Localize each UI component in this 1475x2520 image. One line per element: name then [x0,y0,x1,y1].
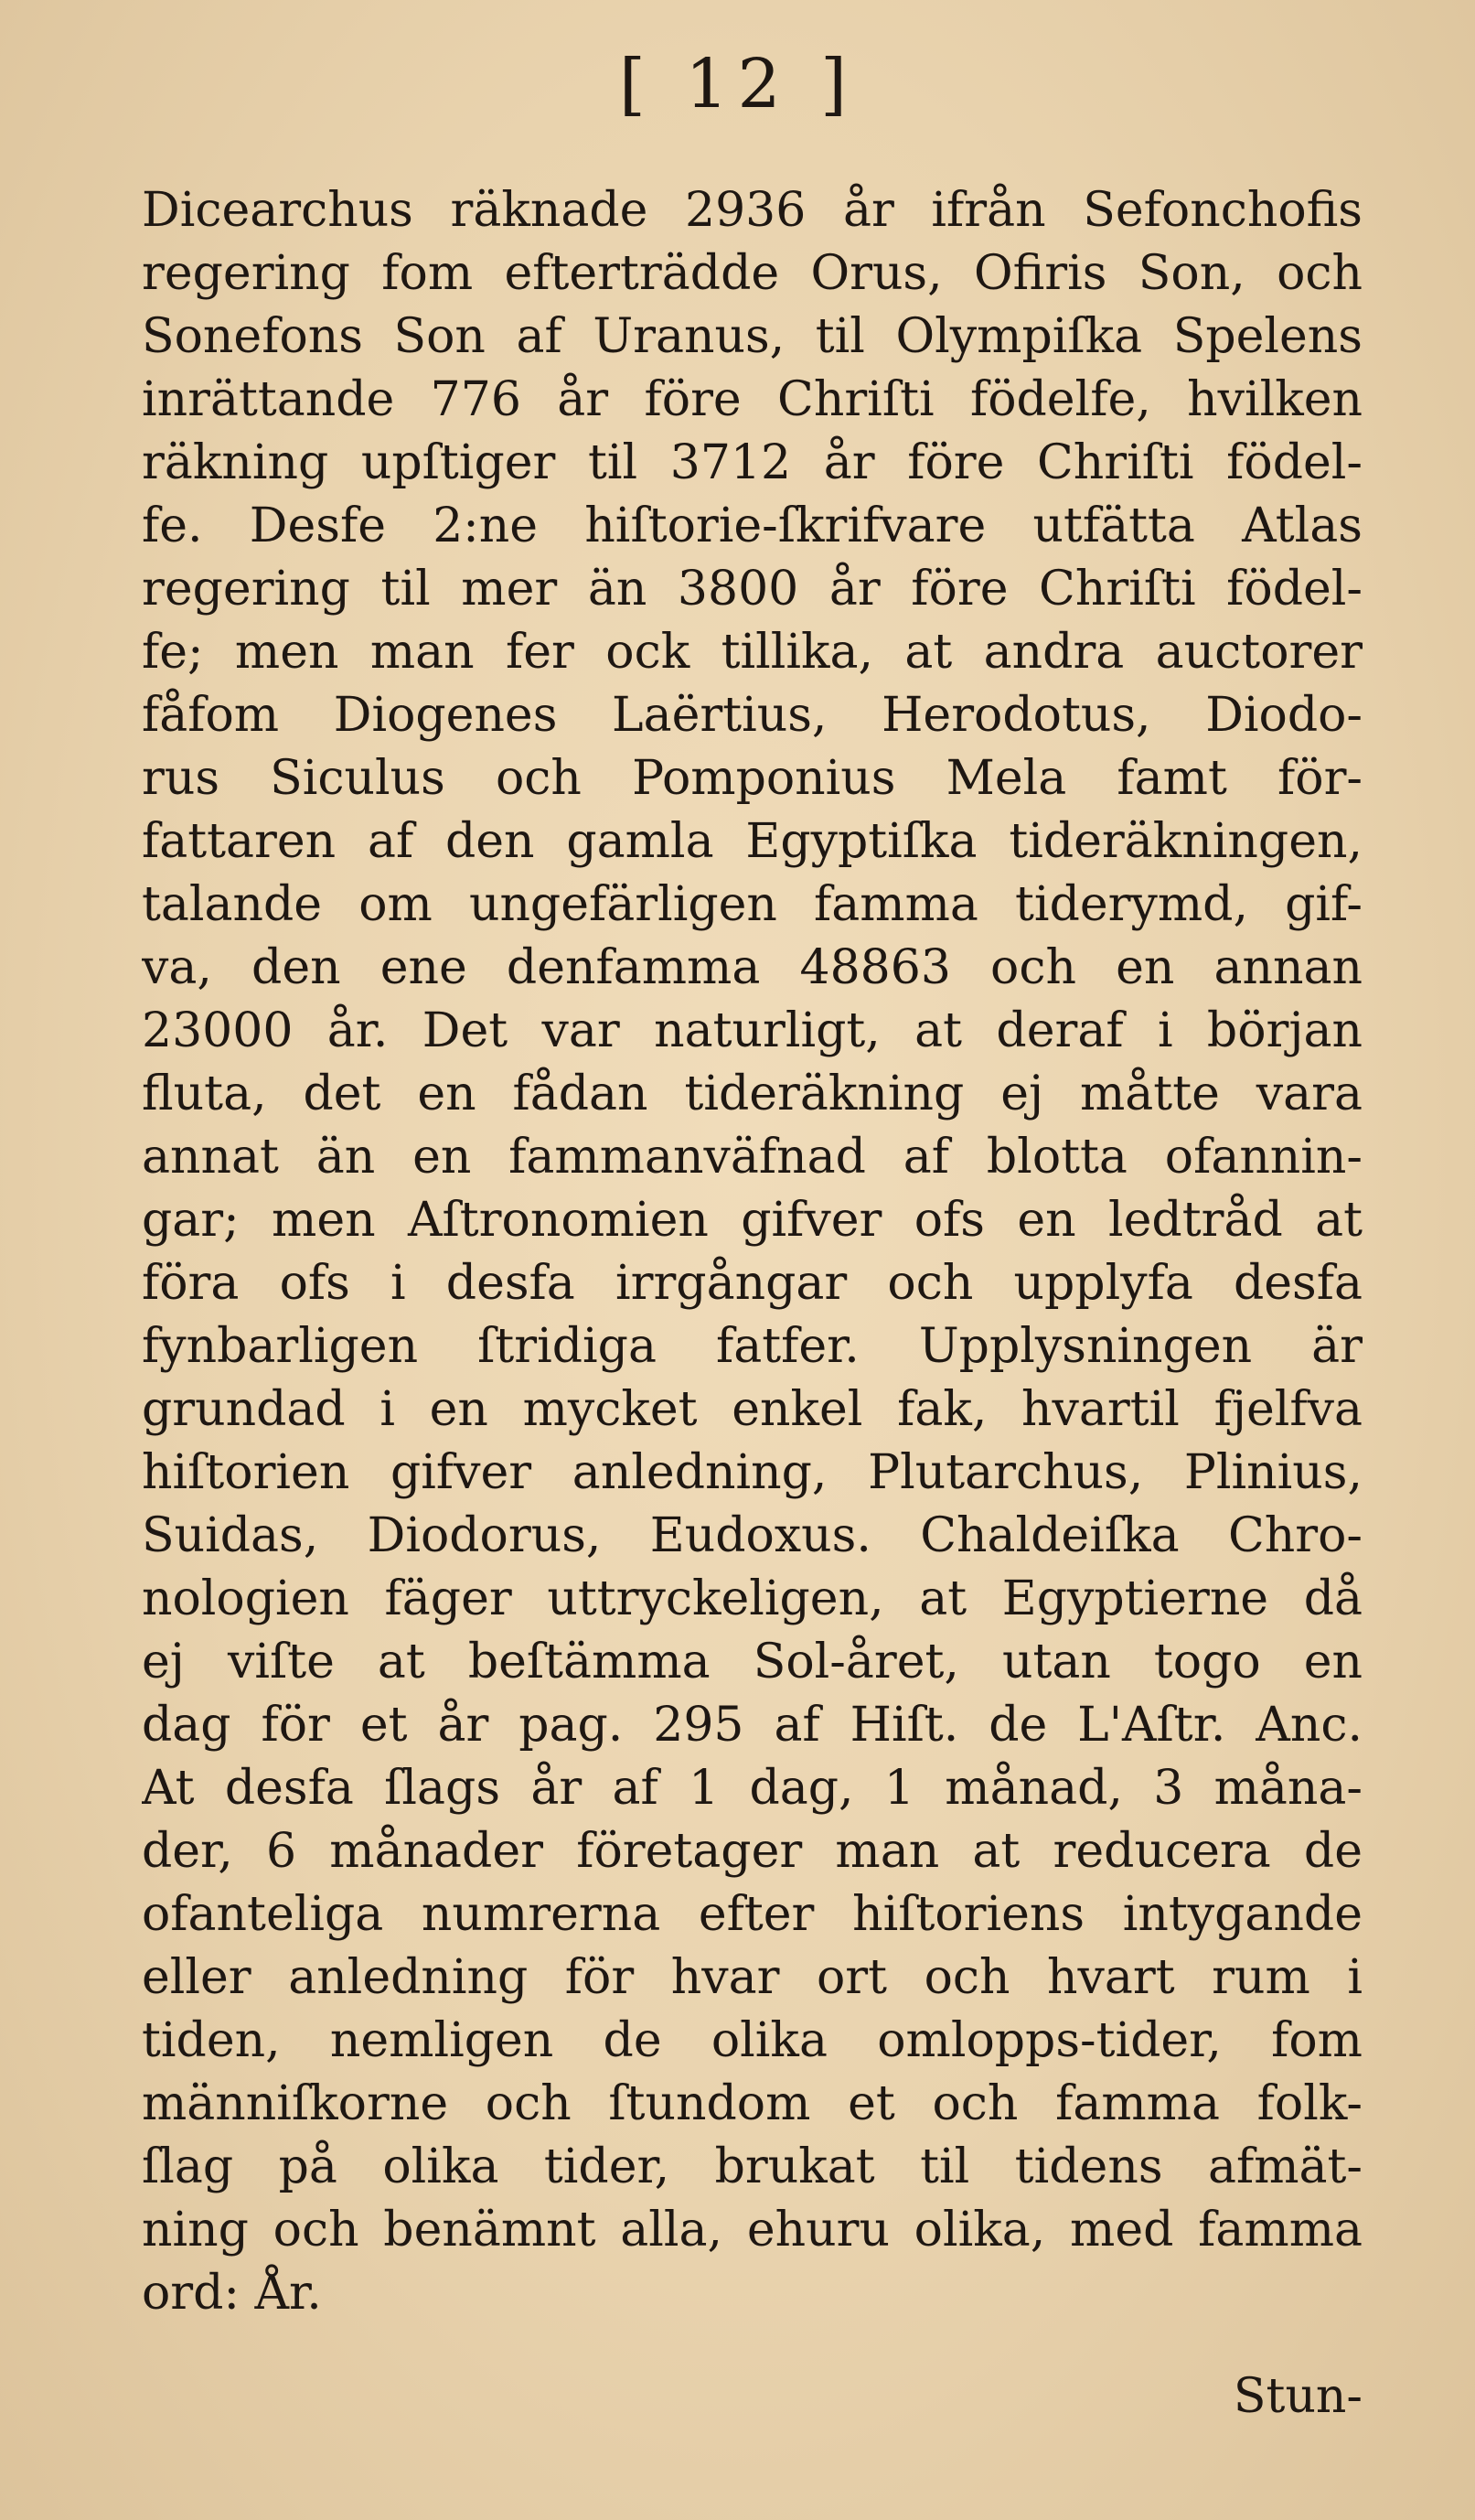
text-line: Dicearchus räknade 2936 år ifrån Sefonchofis [142,183,1363,238]
text-line: fe; men man fer ock tillika, at andra auctorer [142,625,1363,680]
text-line: ofanteliga numrerna efter hiſtoriens intygande [142,1887,1363,1942]
text-line: regering til mer än 3800 år före Chriſti födel- [142,562,1363,617]
text-line: männiſkorne och ſtundom et och famma folk- [142,2076,1363,2131]
text-line: fattaren af den gamla Egyptiſka tideräkningen, [142,814,1363,869]
text-line: räkning upſtiger til 3712 år före Chriſti födel- [142,435,1363,490]
text-line: hiſtorien gifver anledning, Plutarchus, Plinius, [142,1445,1363,1500]
text-line: annat än en fammanväfnad af blotta ofannin- [142,1130,1363,1185]
text-line: fåfom Diogenes Laërtius, Herodotus, Diodo- [142,688,1363,743]
text-line: fynbarligen ſtridiga fatfer. Upplysningen är [142,1319,1363,1374]
text-line-last: ord: År. [142,2266,322,2321]
text-line: rus Siculus och Pomponius Mela famt för- [142,751,1363,806]
text-line: eller anledning för hvar ort och hvart rum i [142,1950,1363,2005]
text-line: tiden, nemligen de olika omlopps-tider, fom [142,2013,1363,2068]
text-line: fe. Desfe 2:ne hiſtorie-ſkrifvare utfätta Atlas [142,499,1363,553]
text-line: dag för et år pag. 295 af Hiſt. de L'Aſtr. Anc. [142,1698,1363,1753]
text-line: der, 6 månader företager man at reducera de [142,1824,1363,1879]
text-line: gar; men Aſtronomien gifver ofs en ledtråd at [142,1193,1363,1248]
text-line: talande om ungefärligen famma tiderymd, gif- [142,877,1363,932]
text-line: nologien fäger uttryckeligen, at Egyptierne då [142,1571,1363,1626]
text-line: 23000 år. Det var naturligt, at deraf i början [142,1003,1363,1058]
text-line: regering fom efterträdde Orus, Ofiris Son, och [142,246,1363,301]
text-line: ſlag på olika tider, brukat til tidens afmät- [142,2139,1363,2194]
text-line: ning och benämnt alla, ehuru olika, med famma [142,2203,1363,2257]
text-line: ej viſte at beſtämma Sol-året, utan togo en [142,1635,1363,1689]
text-line: va, den ene denfamma 48863 och en annan [142,940,1363,995]
text-line: fluta, det en fådan tideräkning ej måtte vara [142,1067,1363,1121]
catchword: Stun- [1233,2369,1363,2424]
text-line: inrättande 776 år före Chriſti födelfe, hvilken [142,372,1363,427]
text-line: grundad i en mycket enkel fak, hvartil fjelfva [142,1382,1363,1437]
page-header: [ 12 ] [619,45,856,123]
text-line: Sonefons Son af Uranus, til Olympiſka Spelens [142,309,1363,364]
text-line: Suidas, Diodorus, Eudoxus. Chaldeiſka Chro- [142,1508,1363,1563]
text-line: föra ofs i desfa irrgångar och upplyfa desfa [142,1256,1363,1311]
text-line: At desfa ſlags år af 1 dag, 1 månad, 3 måna- [142,1761,1363,1816]
